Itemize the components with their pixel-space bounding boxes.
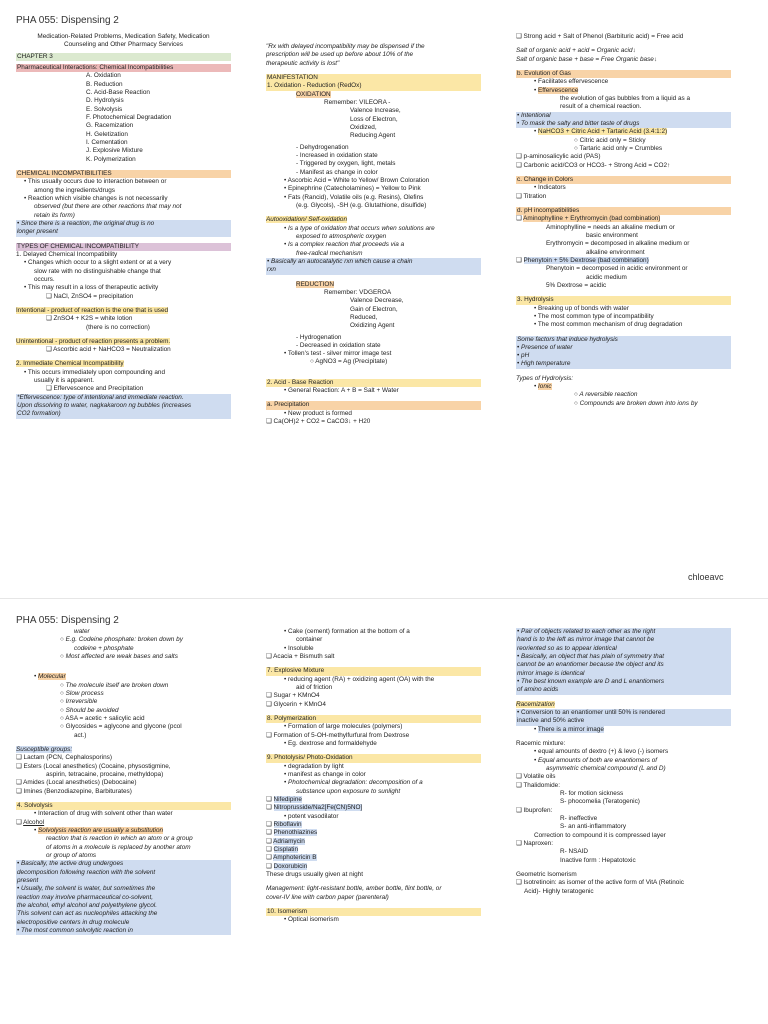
mnemonic-item: Oxidizing Agent <box>350 322 395 330</box>
list-item: ❑ Sugar + KMnO4 <box>266 692 320 700</box>
list-item: the evolution of gas bubbles from a liquid as a <box>560 94 691 102</box>
subheading: b. Evolution of Gas <box>516 70 731 78</box>
list-item: F. Photochemical Degradation <box>86 113 172 121</box>
quote: "Rx with delayed incompatibility may be dispensed if the <box>266 43 425 50</box>
list-item: alkaline environment <box>586 248 645 256</box>
list-item: • equal amounts of dextro (+) & levo (-) isomers <box>534 748 669 756</box>
list-item: ○ Citric acid only = Sticky <box>574 136 646 144</box>
list-item: ❑ Alcohol <box>16 818 45 826</box>
list-item: ❑ Formation of 5-OH-methylfurfural from Dextrose <box>266 731 410 739</box>
section-heading: 4. Solvolysis <box>16 802 231 810</box>
chapter-heading: CHAPTER 3 <box>16 53 231 61</box>
list-item: • Fats (Rancid), Volatile oils (e.g. Resins), Olefins <box>284 193 424 201</box>
list-item: ❑ Adriamycin <box>266 837 305 845</box>
list-item: reoriented so as to appear identical <box>516 645 731 653</box>
list-item: • Ascorbic Acid = White to Yellow/ Brown Coloration <box>284 176 430 184</box>
list-item: • Since there is a reaction, the original drug is no <box>16 220 231 228</box>
list-item: mirror image is identical <box>516 670 731 678</box>
subheading: 2. Immediate Chemical Incompatibility <box>16 360 124 368</box>
note: Upon dissolving to water, nagkakaroon ng bubbles (increases <box>16 402 231 410</box>
list-item: ❑ Lactam (PCN, Cephalosporins) <box>16 754 112 762</box>
list-item: ○ ASA = acetic + salicylic acid <box>60 714 145 722</box>
list-item: • Photochemical degradation: decomposition of a <box>284 779 423 787</box>
list-item: reaction that is reaction in which an atom or a group <box>46 835 193 843</box>
list-item: Erythromycin = decomposed in alkaline medium or <box>546 240 690 248</box>
management-note: cover-IV line with carbon paper (parenteral) <box>266 893 389 901</box>
list-item: ○ Compounds are broken down into ions by <box>574 399 698 407</box>
equation: Salt of organic acid + acid = Organic acid↓ <box>516 47 636 55</box>
list-item: • Facilitates effervescence <box>534 78 609 86</box>
subheading: Some factors that induce hydrolysis <box>516 336 731 344</box>
list-item: R- for motion sickness <box>560 789 624 797</box>
list-item: decomposition following reaction with the solvent <box>16 869 231 877</box>
list-item: • Cake (cement) formation at the bottom of a <box>284 628 410 635</box>
list-item: aid of friction <box>296 683 333 691</box>
list-item: • Presence of water <box>516 344 731 352</box>
page2-column-1 <box>16 628 231 935</box>
list-item: ❑ p-aminosalicylic acid (PAS) <box>516 153 601 161</box>
list-item: ○ Should be avoided <box>60 706 119 714</box>
list-item: ○ E.g. Codeine phosphate: broken down by <box>60 636 183 644</box>
list-item: C. Acid-Base Reaction <box>86 88 150 96</box>
page2-column-2 <box>266 628 481 925</box>
list-item: • Tollen's test - silver mirror image test <box>284 350 392 358</box>
list-item: of atoms in a molecule is replaced by another atom <box>46 843 191 851</box>
list-item: ❑ Ca(OH)2 + CO2 = CaCO3↓ + H20 <box>266 418 371 426</box>
subheading: 1. Delayed Chemical Incompatibility <box>16 250 118 258</box>
document-page-2 <box>0 606 768 1024</box>
subheading: Racemic mixture: <box>516 739 566 747</box>
list-item: • Optical isomerism <box>284 916 339 924</box>
list-item: aspirin, tetracaine, procaine, methyldopa) <box>46 770 164 778</box>
mnemonic: Remember: VILEORA - <box>324 98 391 106</box>
list-item: ○ AgNO3 = Ag (Precipitate) <box>310 358 388 366</box>
list-item: • degradation by light <box>284 762 344 770</box>
list-item: (e.g. Glycols), -SH (e.g. Glutathione, disulfide) <box>296 201 427 209</box>
list-item: D. Hydrolysis <box>86 97 124 105</box>
list-item: exposed to atmospheric oxygen <box>296 232 387 240</box>
list-item: • Insoluble <box>284 644 314 652</box>
list-item: • This usually occurs due to interaction between or <box>24 178 167 186</box>
list-item: - Triggered by oxygen, light, metals <box>296 160 396 168</box>
list-item: the alcohol, ethyl alcohol and polyethylene glycol. <box>16 902 231 910</box>
subtitle: Counseling and Other Pharmacy Services <box>64 41 183 49</box>
list-item: • Usually, the solvent is water, but sometimes the <box>16 885 231 893</box>
page1-column-3 <box>516 33 731 408</box>
subheading: 1. Oxidation - Reduction (RedOx) <box>266 82 481 90</box>
section-heading: 8. Polymerization <box>266 715 481 723</box>
list-item: ❑ Amides (Local anesthetics) (Debocaine) <box>16 779 137 787</box>
list-item: • High temperature <box>516 360 731 368</box>
list-item: R- ineffective <box>560 814 598 822</box>
list-item: cannot be an enantiomer because the object and its <box>516 661 731 669</box>
list-item: ○ Irreversible <box>60 698 98 706</box>
list-item: R- NSAID <box>560 848 589 856</box>
list-item: ○ The molecule itself are broken down <box>60 681 169 689</box>
list-item: • Intentional <box>516 112 731 120</box>
note: *Effervescence: type of intentional and immediate reaction. <box>16 394 231 402</box>
list-item: • This may result in a loss of therapeutic activity <box>24 284 159 292</box>
subheading: Susceptible groups: <box>16 745 73 753</box>
list-item: • Conversion to an enantiomer until 50% is rendered <box>516 709 731 717</box>
subheading: Types of Hydrolysis: <box>516 374 574 382</box>
list-item: ❑ Amphotericin B <box>266 854 317 862</box>
subheading: OXIDATION <box>296 90 331 98</box>
list-item: ❑ Phenytoin + 5% Dextrose (bad combination) <box>516 256 649 264</box>
list-item: • Breaking up of bonds with water <box>534 304 629 312</box>
list-item: longer present <box>16 228 231 236</box>
list-item: ❑ Ascorbic acid + NaHCO3 = Neutralization <box>46 346 171 354</box>
list-item: • Ionic <box>534 383 552 391</box>
list-item: ❑ Imines (Benzodiazepine, Barbiturates) <box>16 787 132 795</box>
page1-column-1 <box>16 33 231 419</box>
list-item: present <box>16 877 231 885</box>
list-item: I. Cementation <box>86 138 128 146</box>
list-item: B. Reduction <box>86 80 123 88</box>
section-heading: 9. Photolysis/ Photo-Oxidation <box>266 754 481 762</box>
list-item: • potent vasodilator <box>284 812 339 820</box>
list-item: • NaHCO3 + Citric Acid + Tartaric Acid (3.4:1:2) <box>534 128 668 136</box>
list-item: - Hydrogenation <box>296 333 342 341</box>
list-item: result of a chemical reaction. <box>560 103 642 111</box>
list-item: ○ Most affected are weak bases and salts <box>60 652 178 660</box>
list-item: basic environment <box>586 231 638 239</box>
list-item: • There is a mirror image <box>534 725 604 733</box>
list-item: among the ingredients/drugs <box>34 186 116 194</box>
list-item: This solvent can act as nucleophiles attacking the <box>16 910 231 918</box>
note: CO2 formation) <box>16 410 231 418</box>
equation: Salt of organic base + base = Free Organic base↓ <box>516 55 658 63</box>
list-item: Acid)- Highly teratogenic <box>524 887 594 895</box>
mnemonic-item: Gain of Electron, <box>350 305 398 313</box>
list-item: - Dehydrogenation <box>296 143 349 151</box>
list-item: act.) <box>74 731 87 739</box>
list-item: G. Racemization <box>86 122 134 130</box>
subheading: Racemization <box>516 700 555 708</box>
list-item: • Formation of large molecules (polymers) <box>284 723 403 731</box>
list-item: • Basically an autocatalytic rxn which cause a chain <box>266 258 481 266</box>
list-item: E. Solvolysis <box>86 105 123 113</box>
list-item: - Increased in oxidation state <box>296 151 378 159</box>
quote: prescription will be used up before about 10% of the <box>266 51 414 59</box>
subheading: Geometric Isomerism <box>516 870 577 878</box>
list-item: H. Geletization <box>86 130 128 138</box>
list-item: (there is no correction) <box>86 323 150 331</box>
mnemonic: Remember: VDGEROA <box>324 288 392 296</box>
page-title: PHA 055: Dispensing 2 <box>16 615 119 626</box>
list-item: K. Polymerization <box>86 155 136 163</box>
list-item: ❑ Titration <box>516 192 547 200</box>
list-item: reaction may involve pharmaceutical co-solvent, <box>16 894 231 902</box>
list-item: usually it is apparent. <box>34 377 95 385</box>
list-item: • Basically, the active drug undergoes <box>16 860 231 868</box>
list-item: J. Explosive Mixture <box>86 147 143 155</box>
list-item: • Molecular <box>34 673 66 681</box>
list-item: occurs. <box>34 275 55 283</box>
list-item: ❑ NaCl, ZnSO4 = precipitation <box>46 292 134 300</box>
list-item: • Solvolysis reaction are usually a substitution <box>34 826 164 834</box>
quote: therapeutic activity is lost" <box>266 59 340 67</box>
list-item: S- phocomelia (Teratogenic) <box>560 798 640 806</box>
list-item: electropositive centers in drug molecule <box>16 919 231 927</box>
list-item: ○ Slow process <box>60 689 104 697</box>
list-item: • Equal amounts of both are enantiomers of <box>534 756 658 764</box>
list-item: A. Oxidation <box>86 72 121 80</box>
management-note: Management: light-resistant bottle, amber bottle, flint bottle, or <box>266 885 442 893</box>
list-item: ❑ Thalidomide: <box>516 781 560 789</box>
section-heading: MANIFESTATION <box>266 74 481 82</box>
list-item: free-radical mechanism <box>296 249 363 257</box>
list-item: - Manifest as change in color <box>296 168 378 176</box>
list-item: ❑ Ibuprofen: <box>516 806 553 814</box>
page1-column-2 <box>266 43 481 426</box>
list-item: ○ Tartaric acid only = Crumbles <box>574 144 663 152</box>
mnemonic-item: Reduced, <box>350 313 378 321</box>
list-item: • manifest as change in color <box>284 770 366 778</box>
list-item: ❑ Naproxen: <box>516 839 554 847</box>
section-heading: 2. Acid - Base Reaction <box>266 379 481 387</box>
subheading: REDUCTION <box>296 280 334 288</box>
list-item: ❑ ZnSO4 + K2S = white lotion <box>46 315 133 323</box>
list-item: water <box>74 628 90 635</box>
list-item: ❑ Phenothiazines <box>266 829 318 837</box>
list-item: • Pair of objects related to each other as the right <box>516 628 731 636</box>
note: These drugs usually given at night <box>266 870 363 878</box>
section-heading: CHEMICAL INCOMPATIBILITIES <box>16 170 231 178</box>
list-item: Correction to compound it is compressed layer <box>534 831 666 839</box>
list-item: Aminophylline = needs an alkaline medium or <box>546 223 675 231</box>
list-item: • General Reaction: A + B = Salt + Water <box>284 387 399 395</box>
section-heading: 3. Hydrolysis <box>516 296 731 304</box>
list-item: ❑ Glycerin + KMnO4 <box>266 700 326 708</box>
list-item: 5% Dextrose = acidic <box>546 281 607 289</box>
list-item: • Reaction which visible changes is not necessarily <box>24 194 168 202</box>
list-item: • To mask the salty and bitter taste of drugs <box>516 120 731 128</box>
list-item: ❑ Carbonic acid/CO3 or HCO3- + Strong Acid = CO2↑ <box>516 161 671 169</box>
mnemonic-item: Valence Increase, <box>350 107 401 115</box>
subheading: c. Change in Colors <box>516 176 731 184</box>
list-item: ❑ Cisplatin <box>266 845 299 853</box>
list-item: of amino acids <box>516 686 731 694</box>
list-item: • Indicators <box>534 184 566 192</box>
page-title: PHA 055: Dispensing 2 <box>16 15 119 26</box>
list-item: ❑ Volatile oils <box>516 773 556 781</box>
list-item: • The best known example are D and L enantiomers <box>516 678 731 686</box>
list-item: acidic medium <box>586 273 627 281</box>
list-item: ❑ Strong acid + Salt of Phenol (Barbituric acid) = Free acid <box>516 33 684 40</box>
list-item: slow rate with no distinguishable change that <box>34 267 161 275</box>
list-item: ❑ Nitroprusside/Na2[Fe(CN)5NO] <box>266 804 363 812</box>
mnemonic-item: Oxidized, <box>350 123 377 131</box>
list-item: • Effervescence <box>534 86 579 94</box>
list-item: • Changes which occur to a slight extent or at a very <box>24 259 172 267</box>
list-item: • Epinephrine (Catecholamines) = Yellow to Pink <box>284 185 421 193</box>
paragraph: Intentional - product of reaction is the one that is used <box>16 306 169 314</box>
subtitle: Medication-Related Problems, Medication Safety, Medication <box>37 33 210 40</box>
list-item: • The most common mechanism of drug degradation <box>534 321 683 329</box>
list-item: substance upon exposure to sunlight <box>296 787 401 795</box>
list-item: container <box>296 636 323 644</box>
list-item: • pH <box>516 352 731 360</box>
list-item: • reducing agent (RA) + oxidizing agent (OA) with the <box>284 675 435 683</box>
list-item: hand is to the left as mirror image that cannot be <box>516 636 731 644</box>
section-heading: 7. Explosive Mixture <box>266 667 481 675</box>
author-label: chloeavc <box>688 572 724 582</box>
subheading: d. pH incompatibilities <box>516 207 731 215</box>
mnemonic-item: Valence Decrease, <box>350 297 404 305</box>
list-item: ❑ Doxorubicin <box>266 862 308 870</box>
list-item: codeine + phosphate <box>74 644 134 652</box>
list-item: • The most common solvolytic reaction in <box>16 927 231 935</box>
list-item: Phenytoin = decomposed in acidic environment or <box>546 265 688 273</box>
list-item: • Is a complex reaction that proceeds via a <box>284 241 405 249</box>
page2-column-3 <box>516 628 731 896</box>
section-heading: 10. Isomerism <box>266 908 481 916</box>
mnemonic-item: Reducing Agent <box>350 132 396 140</box>
list-item: ❑ Isotretinoin: as isomer of the active form of VitA (Retinoic <box>516 879 684 887</box>
section-heading: TYPES OF CHEMICAL INCOMPATIBILITY <box>16 243 231 251</box>
section-heading: Pharmaceutical Interactions: Chemical Incompatibilities <box>16 64 231 72</box>
list-item: • The most common type of incompatibility <box>534 312 654 320</box>
list-item: • New product is formed <box>284 409 352 417</box>
paragraph: Unintentional - product of reaction presents a problem. <box>16 337 171 345</box>
list-item: • Basically, an object that has plain of symmetry that <box>516 653 731 661</box>
list-item: asymmetric chemical compound (L and D) <box>546 764 666 772</box>
list-item: • This occurs immediately upon compounding and <box>24 368 166 376</box>
subheading: Autooxidation/ Self-oxidation <box>266 216 348 224</box>
list-item: ❑ Effervescence and Precipitation <box>46 385 144 393</box>
list-item: Inactive form : Hepatotoxic <box>560 856 636 864</box>
list-item: ❑ Riboflavin <box>266 820 302 828</box>
list-item: or group of atoms <box>46 851 97 859</box>
list-item: ❑ Aminophylline + Erythromycin (bad combination) <box>516 215 661 223</box>
list-item: • Is a type of oxidation that occurs when solutions are <box>284 224 435 232</box>
mnemonic-item: Loss of Electron, <box>350 115 398 123</box>
subheading: a. Precipitation <box>266 401 481 409</box>
list-item: ❑ Esters (Local anesthetics) (Cocaine, physostigmine, <box>16 762 171 770</box>
list-item: rxn <box>266 266 481 274</box>
list-item: - Decreased in oxidation state <box>296 341 381 349</box>
list-item: • Eg. dextrose and formaldehyde <box>284 739 377 747</box>
list-item: ○ A reversible reaction <box>574 391 638 399</box>
list-item: S- an anti-inflammatory <box>560 823 627 831</box>
list-item: retain its form) <box>34 211 75 219</box>
list-item: observed (but there are other reactions that may not <box>34 203 182 211</box>
list-item: • Interaction of drug with solvent other than water <box>34 810 173 818</box>
list-item: ❑ Nifedipine <box>266 795 302 803</box>
list-item: ❑ Acacia + Bismuth salt <box>266 652 335 660</box>
page-divider <box>0 598 768 599</box>
list-item: ○ Glycosides = aglycone and glycone (pcol <box>60 723 182 731</box>
list-item: inactive and 50% active <box>516 717 731 725</box>
